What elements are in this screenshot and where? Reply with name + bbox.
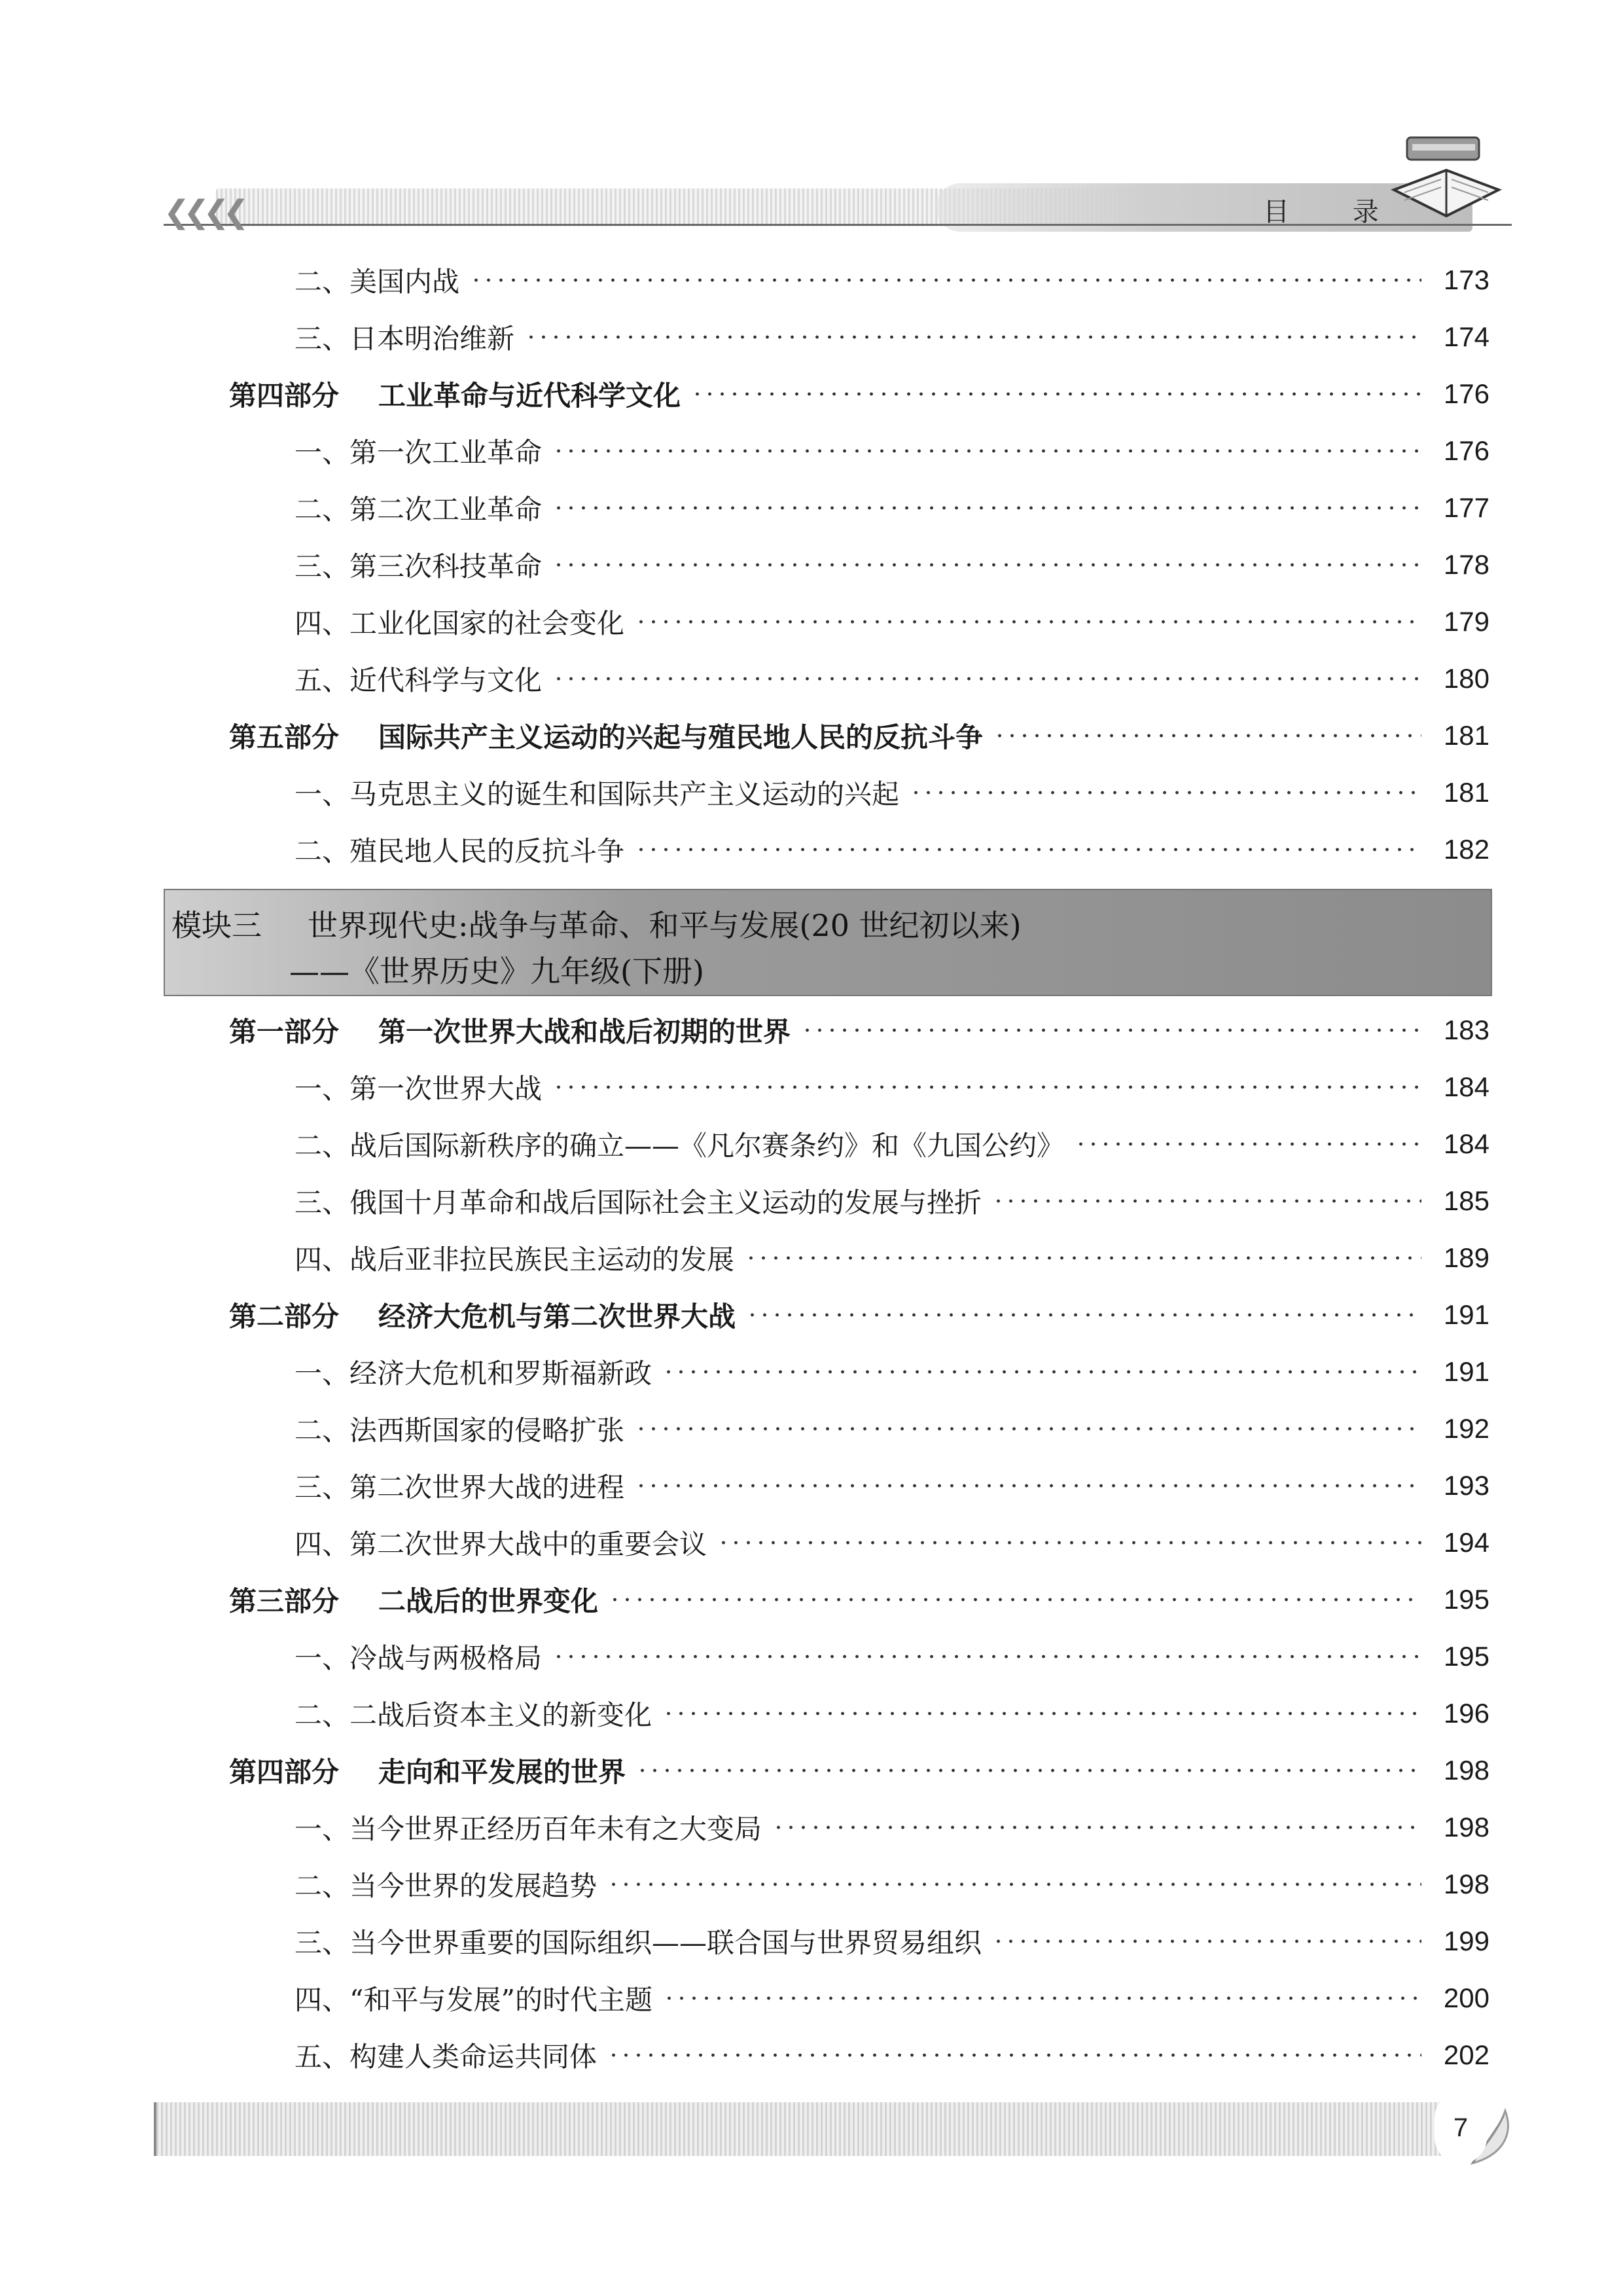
toc-entry-title: 四、“和平与发展”的时代主题 — [294, 1984, 652, 2016]
leader-dots — [552, 449, 1421, 453]
toc-entry[interactable] — [294, 1975, 1489, 2021]
toc-entry-page: 181 — [1443, 720, 1489, 751]
toc-entry[interactable] — [294, 2032, 1489, 2078]
toc-entry[interactable] — [294, 770, 1489, 816]
leader-dots — [552, 506, 1421, 510]
toc-entry-page: 198 — [1443, 1755, 1489, 1785]
toc-entry-title: 五、构建人类命运共同体 — [294, 2041, 597, 2073]
leader-dots — [717, 1541, 1421, 1545]
leader-dots — [635, 848, 1421, 852]
toc-entry[interactable] — [294, 1463, 1489, 1509]
toc-entry[interactable] — [294, 1349, 1489, 1395]
module-banner — [164, 889, 1492, 996]
toc-entry[interactable] — [294, 1918, 1489, 1964]
toc-entry-page: 178 — [1443, 549, 1489, 580]
toc-entry-page: 181 — [1443, 777, 1489, 808]
toc-entry[interactable] — [294, 1861, 1489, 1907]
toc-entry-title: 三、第三次科技革命 — [294, 550, 543, 583]
toc-entry-title: 四、工业化国家的社会变化 — [294, 607, 625, 639]
toc-entry-page: 174 — [1443, 321, 1489, 352]
leader-dots — [635, 1484, 1421, 1488]
module-heading — [171, 902, 1022, 945]
toc-entry-title: 一、经济大危机和罗斯福新政 — [294, 1357, 652, 1390]
leader-dots — [470, 278, 1421, 282]
part-title: 第一次世界大战和战后初期的世界 — [378, 1016, 791, 1048]
toc-entry-page: 198 — [1443, 1869, 1489, 1899]
toc-entry[interactable] — [294, 1121, 1489, 1167]
header-title: 目 录 — [1263, 197, 1406, 227]
toc-entry-page: 180 — [1443, 663, 1489, 694]
toc-entry[interactable] — [294, 428, 1489, 474]
leader-dots — [607, 2053, 1421, 2057]
toc-entry[interactable] — [294, 656, 1489, 702]
leader-dots — [745, 1256, 1421, 1260]
leader-dots — [552, 1655, 1421, 1659]
module-title: 世界现代史:战争与革命、和平与发展(20 世纪初以来) — [308, 908, 1022, 943]
toc-part-heading[interactable] — [229, 1007, 1489, 1053]
book-icon — [1381, 124, 1512, 229]
leader-dots — [663, 1996, 1421, 2000]
chevron-left-icon: ❮❮❮❮ — [164, 194, 243, 230]
toc-entry-page: 191 — [1443, 1299, 1489, 1330]
part-label: 第四部分 — [229, 1756, 340, 1788]
toc-entry-title: 五、近代科学与文化 — [294, 664, 543, 696]
leader-dots — [691, 392, 1421, 396]
toc-entry[interactable] — [294, 485, 1489, 531]
toc-entry-page: 173 — [1443, 264, 1489, 295]
leader-dots — [609, 1598, 1421, 1602]
toc-entry-page: 195 — [1443, 1641, 1489, 1672]
toc-entry[interactable] — [294, 1804, 1489, 1850]
leader-dots — [801, 1028, 1421, 1032]
leader-dots — [992, 1939, 1421, 1943]
toc-entry-page: 184 — [1443, 1128, 1489, 1159]
leader-dots — [1075, 1142, 1421, 1146]
toc-entry-title: 三、当今世界重要的国际组织——联合国与世界贸易组织 — [294, 1927, 982, 1959]
toc-entry-page: 183 — [1443, 1014, 1489, 1045]
toc-entry-page: 176 — [1443, 378, 1489, 409]
toc-entry-title: 三、日本明治维新 — [294, 323, 515, 355]
part-label: 第一部分 — [229, 1016, 340, 1048]
toc-entry-page: 199 — [1443, 1926, 1489, 1956]
leader-dots — [552, 677, 1421, 681]
page-header — [164, 177, 1505, 236]
leader-dots — [552, 1085, 1421, 1089]
leader-dots — [772, 1825, 1421, 1829]
toc-entry-title: 二、美国内战 — [294, 266, 460, 298]
toc-entry-page: 189 — [1443, 1242, 1489, 1273]
toc-entry-title: 四、第二次世界大战中的重要会议 — [294, 1528, 707, 1560]
toc-entry-page: 195 — [1443, 1584, 1489, 1615]
toc-entry-page: 202 — [1443, 2039, 1489, 2070]
toc-entry[interactable] — [294, 1406, 1489, 1452]
leader-dots — [662, 1712, 1421, 1715]
part-label: 第四部分 — [229, 380, 340, 412]
toc-entry[interactable] — [294, 827, 1489, 872]
toc-part-heading[interactable] — [229, 713, 1489, 759]
part-label: 第三部分 — [229, 1585, 340, 1617]
toc-entry-page: 184 — [1443, 1071, 1489, 1102]
toc-entry-page: 176 — [1443, 435, 1489, 466]
toc-part-heading[interactable] — [229, 1748, 1489, 1793]
toc-entry-title: 三、第二次世界大战的进程 — [294, 1471, 625, 1503]
toc-entry[interactable] — [294, 542, 1489, 588]
toc-entry[interactable] — [294, 1520, 1489, 1566]
leader-dots — [993, 734, 1421, 738]
toc-part-heading[interactable] — [229, 371, 1489, 417]
toc-part-heading[interactable] — [229, 1577, 1489, 1623]
toc-entry-title: 三、俄国十月革命和战后国际社会主义运动的发展与挫折 — [294, 1187, 982, 1219]
toc-entry-title: 二、法西斯国家的侵略扩张 — [294, 1414, 625, 1446]
leader-dots — [746, 1313, 1421, 1317]
module-subtitle: ——《世界历史》九年级(下册) — [289, 954, 704, 989]
leader-dots — [992, 1199, 1421, 1203]
leader-dots — [525, 335, 1421, 339]
part-title: 二战后的世界变化 — [378, 1585, 599, 1617]
toc-entry-page: 182 — [1443, 834, 1489, 865]
toc-part-heading[interactable] — [229, 1292, 1489, 1338]
leader-dots — [635, 1427, 1421, 1431]
toc-entry-title: 二、战后国际新秩序的确立——《凡尔赛条约》和《九国公约》 — [294, 1130, 1065, 1162]
part-title: 工业革命与近代科学文化 — [378, 380, 681, 412]
part-title: 走向和平发展的世界 — [378, 1756, 626, 1788]
toc-entry-title: 二、殖民地人民的反抗斗争 — [294, 835, 625, 867]
toc-entry-page: 191 — [1443, 1356, 1489, 1387]
toc-entry[interactable] — [294, 1691, 1489, 1736]
toc-entry-title: 二、二战后资本主义的新变化 — [294, 1699, 652, 1731]
toc-entry[interactable] — [294, 1178, 1489, 1224]
toc-entry-title: 一、当今世界正经历百年未有之大变局 — [294, 1813, 762, 1845]
leader-dots — [910, 791, 1421, 795]
toc-entry[interactable] — [294, 1235, 1489, 1281]
part-label: 第二部分 — [229, 1300, 340, 1333]
toc-entry[interactable] — [294, 314, 1489, 360]
toc-entry-title: 四、战后亚非拉民族民主运动的发展 — [294, 1244, 735, 1276]
toc-entry[interactable] — [294, 1634, 1489, 1679]
toc-entry-title: 一、第一次世界大战 — [294, 1073, 543, 1105]
toc-entry-title: 一、冷战与两极格局 — [294, 1642, 543, 1674]
leader-dots — [607, 1882, 1421, 1886]
toc-entry-page: 198 — [1443, 1812, 1489, 1842]
leader-dots — [552, 563, 1421, 567]
toc-entry-title: 一、马克思主义的诞生和国际共产主义运动的兴起 — [294, 778, 900, 810]
part-label: 第五部分 — [229, 721, 340, 753]
toc-entry[interactable] — [294, 257, 1489, 303]
toc-entry-page: 196 — [1443, 1698, 1489, 1729]
part-title: 经济大危机与第二次世界大战 — [378, 1300, 736, 1333]
leader-dots — [636, 1768, 1421, 1772]
part-title: 国际共产主义运动的兴起与殖民地人民的反抗斗争 — [378, 721, 984, 753]
toc-entry-page: 193 — [1443, 1470, 1489, 1501]
toc-entry-page: 192 — [1443, 1413, 1489, 1444]
toc-entry-page: 177 — [1443, 492, 1489, 523]
toc-entry[interactable] — [294, 1064, 1489, 1110]
toc-entry[interactable] — [294, 599, 1489, 645]
leader-dots — [662, 1370, 1421, 1374]
toc-entry-page: 194 — [1443, 1527, 1489, 1558]
leader-dots — [635, 620, 1421, 624]
toc-entry-title: 二、当今世界的发展趋势 — [294, 1870, 597, 1902]
toc-entry-title: 二、第二次工业革命 — [294, 493, 543, 526]
module-label: 模块三 — [171, 908, 262, 943]
toc-entry-page: 185 — [1443, 1185, 1489, 1216]
page-number: 7 — [1435, 2092, 1487, 2164]
footer-texture-bar — [154, 2102, 1452, 2156]
toc-entry-page: 200 — [1443, 1982, 1489, 2013]
toc-entry-title: 一、第一次工业革命 — [294, 437, 543, 469]
toc-entry-page: 179 — [1443, 606, 1489, 637]
